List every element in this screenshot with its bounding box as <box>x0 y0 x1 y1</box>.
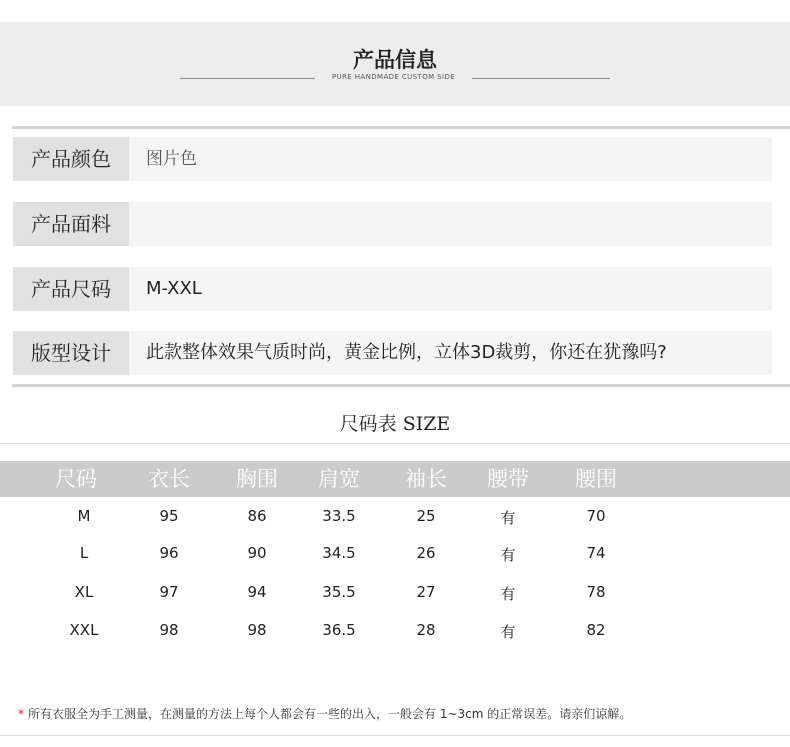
divider <box>180 78 315 79</box>
table-cell: 27 <box>416 583 436 601</box>
table-cell: 70 <box>586 507 606 525</box>
divider <box>0 735 790 736</box>
note-text: 所有衣服全为手工测量，在测量的方法上每个人都会有一些的出入，一般会有 1~3cm 的正常误差。请亲们谅解。 <box>28 707 632 721</box>
info-row-size <box>13 267 772 311</box>
info-value: 此款整体效果气质时尚，黄金比例，立体3D裁剪，你还在犹豫吗? <box>146 342 667 363</box>
table-cell: 74 <box>586 544 606 562</box>
column-header: 肩宽 <box>318 467 360 491</box>
table-cell: 97 <box>159 583 179 601</box>
table-cell: 90 <box>247 544 267 562</box>
table-cell: 35.5 <box>322 583 356 601</box>
column-header: 衣长 <box>148 467 190 491</box>
table-cell: 有 <box>500 509 516 527</box>
column-header: 腰带 <box>487 467 529 491</box>
table-cell: 86 <box>247 507 267 525</box>
table-cell: 98 <box>159 621 179 639</box>
column-header: 腰围 <box>575 467 617 491</box>
info-row-color <box>13 137 772 181</box>
table-cell: 28 <box>416 621 436 639</box>
table-cell: 94 <box>247 583 267 601</box>
table-header <box>0 461 790 497</box>
divider <box>12 126 790 129</box>
info-label: 产品尺码 <box>13 267 129 311</box>
table-cell: 95 <box>159 507 179 525</box>
info-label: 版型设计 <box>13 331 129 375</box>
table-cell: XXL <box>69 621 99 639</box>
info-row-fabric <box>13 202 772 246</box>
table-cell: 36.5 <box>322 621 356 639</box>
divider <box>472 78 610 79</box>
measurement-note <box>18 705 631 722</box>
info-label: 产品颜色 <box>13 137 129 181</box>
divider <box>0 443 790 444</box>
column-header: 胸围 <box>236 467 278 491</box>
table-cell: 有 <box>500 585 516 603</box>
table-cell: M <box>77 507 91 525</box>
asterisk-mark: * <box>18 707 24 721</box>
info-value: M-XXL <box>146 278 202 299</box>
size-table-title: 尺码表 SIZE <box>339 413 451 435</box>
table-cell: 26 <box>416 544 436 562</box>
table-cell: XL <box>74 583 94 601</box>
table-cell: 98 <box>247 621 267 639</box>
info-value: 图片色 <box>146 149 197 169</box>
column-header: 袖长 <box>405 467 447 491</box>
table-cell: 78 <box>586 583 606 601</box>
table-cell: 34.5 <box>322 544 356 562</box>
table-cell: 有 <box>500 546 516 564</box>
table-cell: 有 <box>500 623 516 641</box>
section-subtitle: PURE HANDMADE CUSTOM SIDE <box>331 73 456 81</box>
table-cell: 82 <box>586 621 606 639</box>
table-cell: 96 <box>159 544 179 562</box>
table-cell: L <box>79 544 89 562</box>
info-row-design <box>13 331 772 375</box>
divider <box>12 384 790 387</box>
section-title: 产品信息 <box>353 48 437 72</box>
table-cell: 25 <box>416 507 436 525</box>
table-cell: 33.5 <box>322 507 356 525</box>
info-label: 产品面料 <box>13 202 129 246</box>
column-header: 尺码 <box>55 467 97 491</box>
